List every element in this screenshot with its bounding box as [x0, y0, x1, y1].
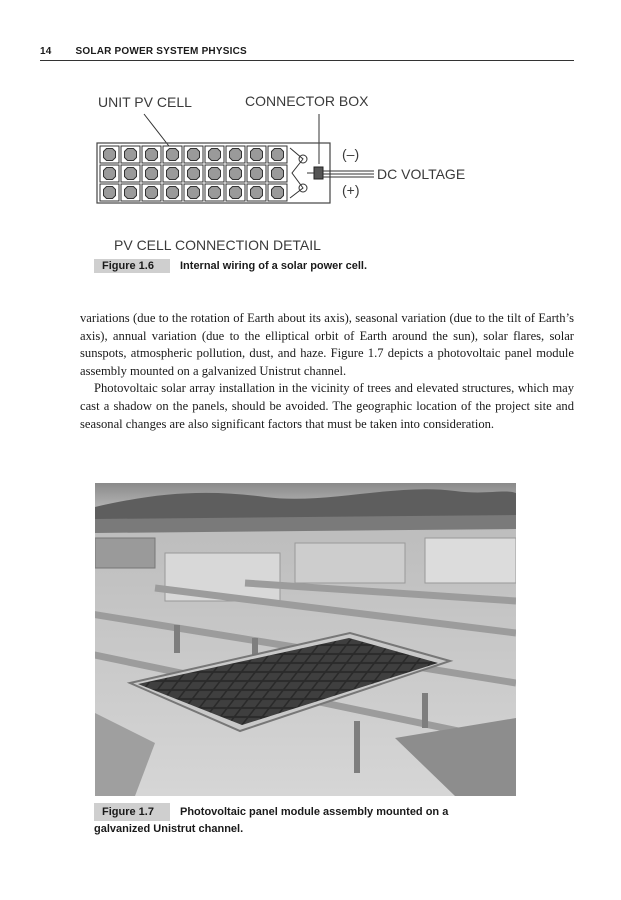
paragraph-1: variations (due to the rotation of Earth about its axis), seasonal variation (due to the tilt of Earth’s axis), annual variation (due to the elliptical orbit of Earth around the sun), solar flares, solar sunspots, atmospheric pollution, dust, and haze. Figure 1.7 depicts a photovoltaic panel module assembly mounted on a galvanized Unistrut channel.: [80, 311, 574, 378]
pv-cell-wafer: [167, 187, 179, 199]
body-text: [80, 310, 574, 433]
pv-cell-wafer: [104, 149, 116, 161]
figure-1-7-photo: [95, 483, 516, 796]
pv-cell-wafer: [272, 168, 284, 180]
pv-cell-wafer: [251, 149, 263, 161]
label-unit-pv-cell: UNIT PV CELL: [98, 94, 192, 110]
pv-cell-wafer: [188, 168, 200, 180]
pv-cell-wafer: [188, 187, 200, 199]
pv-cell-wafer: [146, 168, 158, 180]
pv-cell-wafer: [125, 168, 137, 180]
figure-1-7-caption-text: Photovoltaic panel module assembly mounted on a galvanized Unistrut channel.: [94, 806, 449, 835]
pv-cell-wafer: [146, 187, 158, 199]
pv-cell-wafer: [146, 149, 158, 161]
unit-cell-leader: [144, 114, 172, 150]
pv-cell-wafer: [209, 168, 221, 180]
pv-cell-wafer: [167, 168, 179, 180]
pv-cell-wafer: [272, 187, 284, 199]
page-number: 14: [40, 46, 52, 57]
pv-cell-wafer: [272, 149, 284, 161]
pv-wiring-drawing: [92, 88, 492, 238]
label-dc-voltage: DC VOLTAGE: [377, 166, 466, 182]
label-pv-cell-connection-detail: PV CELL CONNECTION DETAIL: [114, 237, 321, 253]
pv-cell-wafer: [251, 168, 263, 180]
pv-cell-wafer: [125, 187, 137, 199]
label-plus: (+): [342, 182, 360, 198]
running-head-title: SOLAR POWER SYSTEM PHYSICS: [75, 46, 247, 57]
pv-cell-wafer: [230, 187, 242, 199]
pv-cell-wafer: [230, 168, 242, 180]
solar-panel-photo: [95, 483, 516, 796]
pv-cell-wafer: [125, 149, 137, 161]
running-head: [40, 46, 574, 61]
pv-cell-wafer: [230, 149, 242, 161]
label-connector-box: CONNECTOR BOX: [245, 93, 369, 109]
pv-cell-wafer: [104, 187, 116, 199]
connector-box: [314, 167, 323, 179]
stacked-crates-far-left: [95, 538, 155, 568]
pv-cell-wafer: [104, 168, 116, 180]
pv-cell-wafer: [209, 187, 221, 199]
figure-1-6-number: Figure 1.6: [94, 259, 170, 273]
figure-1-7-number: Figure 1.7: [94, 803, 170, 821]
pv-cell-wafer: [251, 187, 263, 199]
stacked-crates-right: [425, 538, 516, 583]
pv-cell-wafer: [167, 149, 179, 161]
pv-cell-wafer: [188, 149, 200, 161]
figure-1-6-diagram: [92, 88, 492, 258]
pv-cell-wafer: [209, 149, 221, 161]
pv-cell-grid: [100, 146, 287, 201]
figure-1-7-caption: [94, 803, 494, 837]
figure-1-6-caption: [94, 259, 367, 273]
figure-1-6-caption-text: Internal wiring of a solar power cell.: [180, 260, 368, 272]
stacked-crates-center: [295, 543, 405, 583]
paragraph-2: Photovoltaic solar array installation in the vicinity of trees and elevated structures, which may cast a shadow on the panels, should be avoided. The geographic location of the project site and seasonal changes are also significant factors that must be taken into consideration.: [80, 381, 574, 431]
label-minus: (–): [342, 146, 360, 162]
